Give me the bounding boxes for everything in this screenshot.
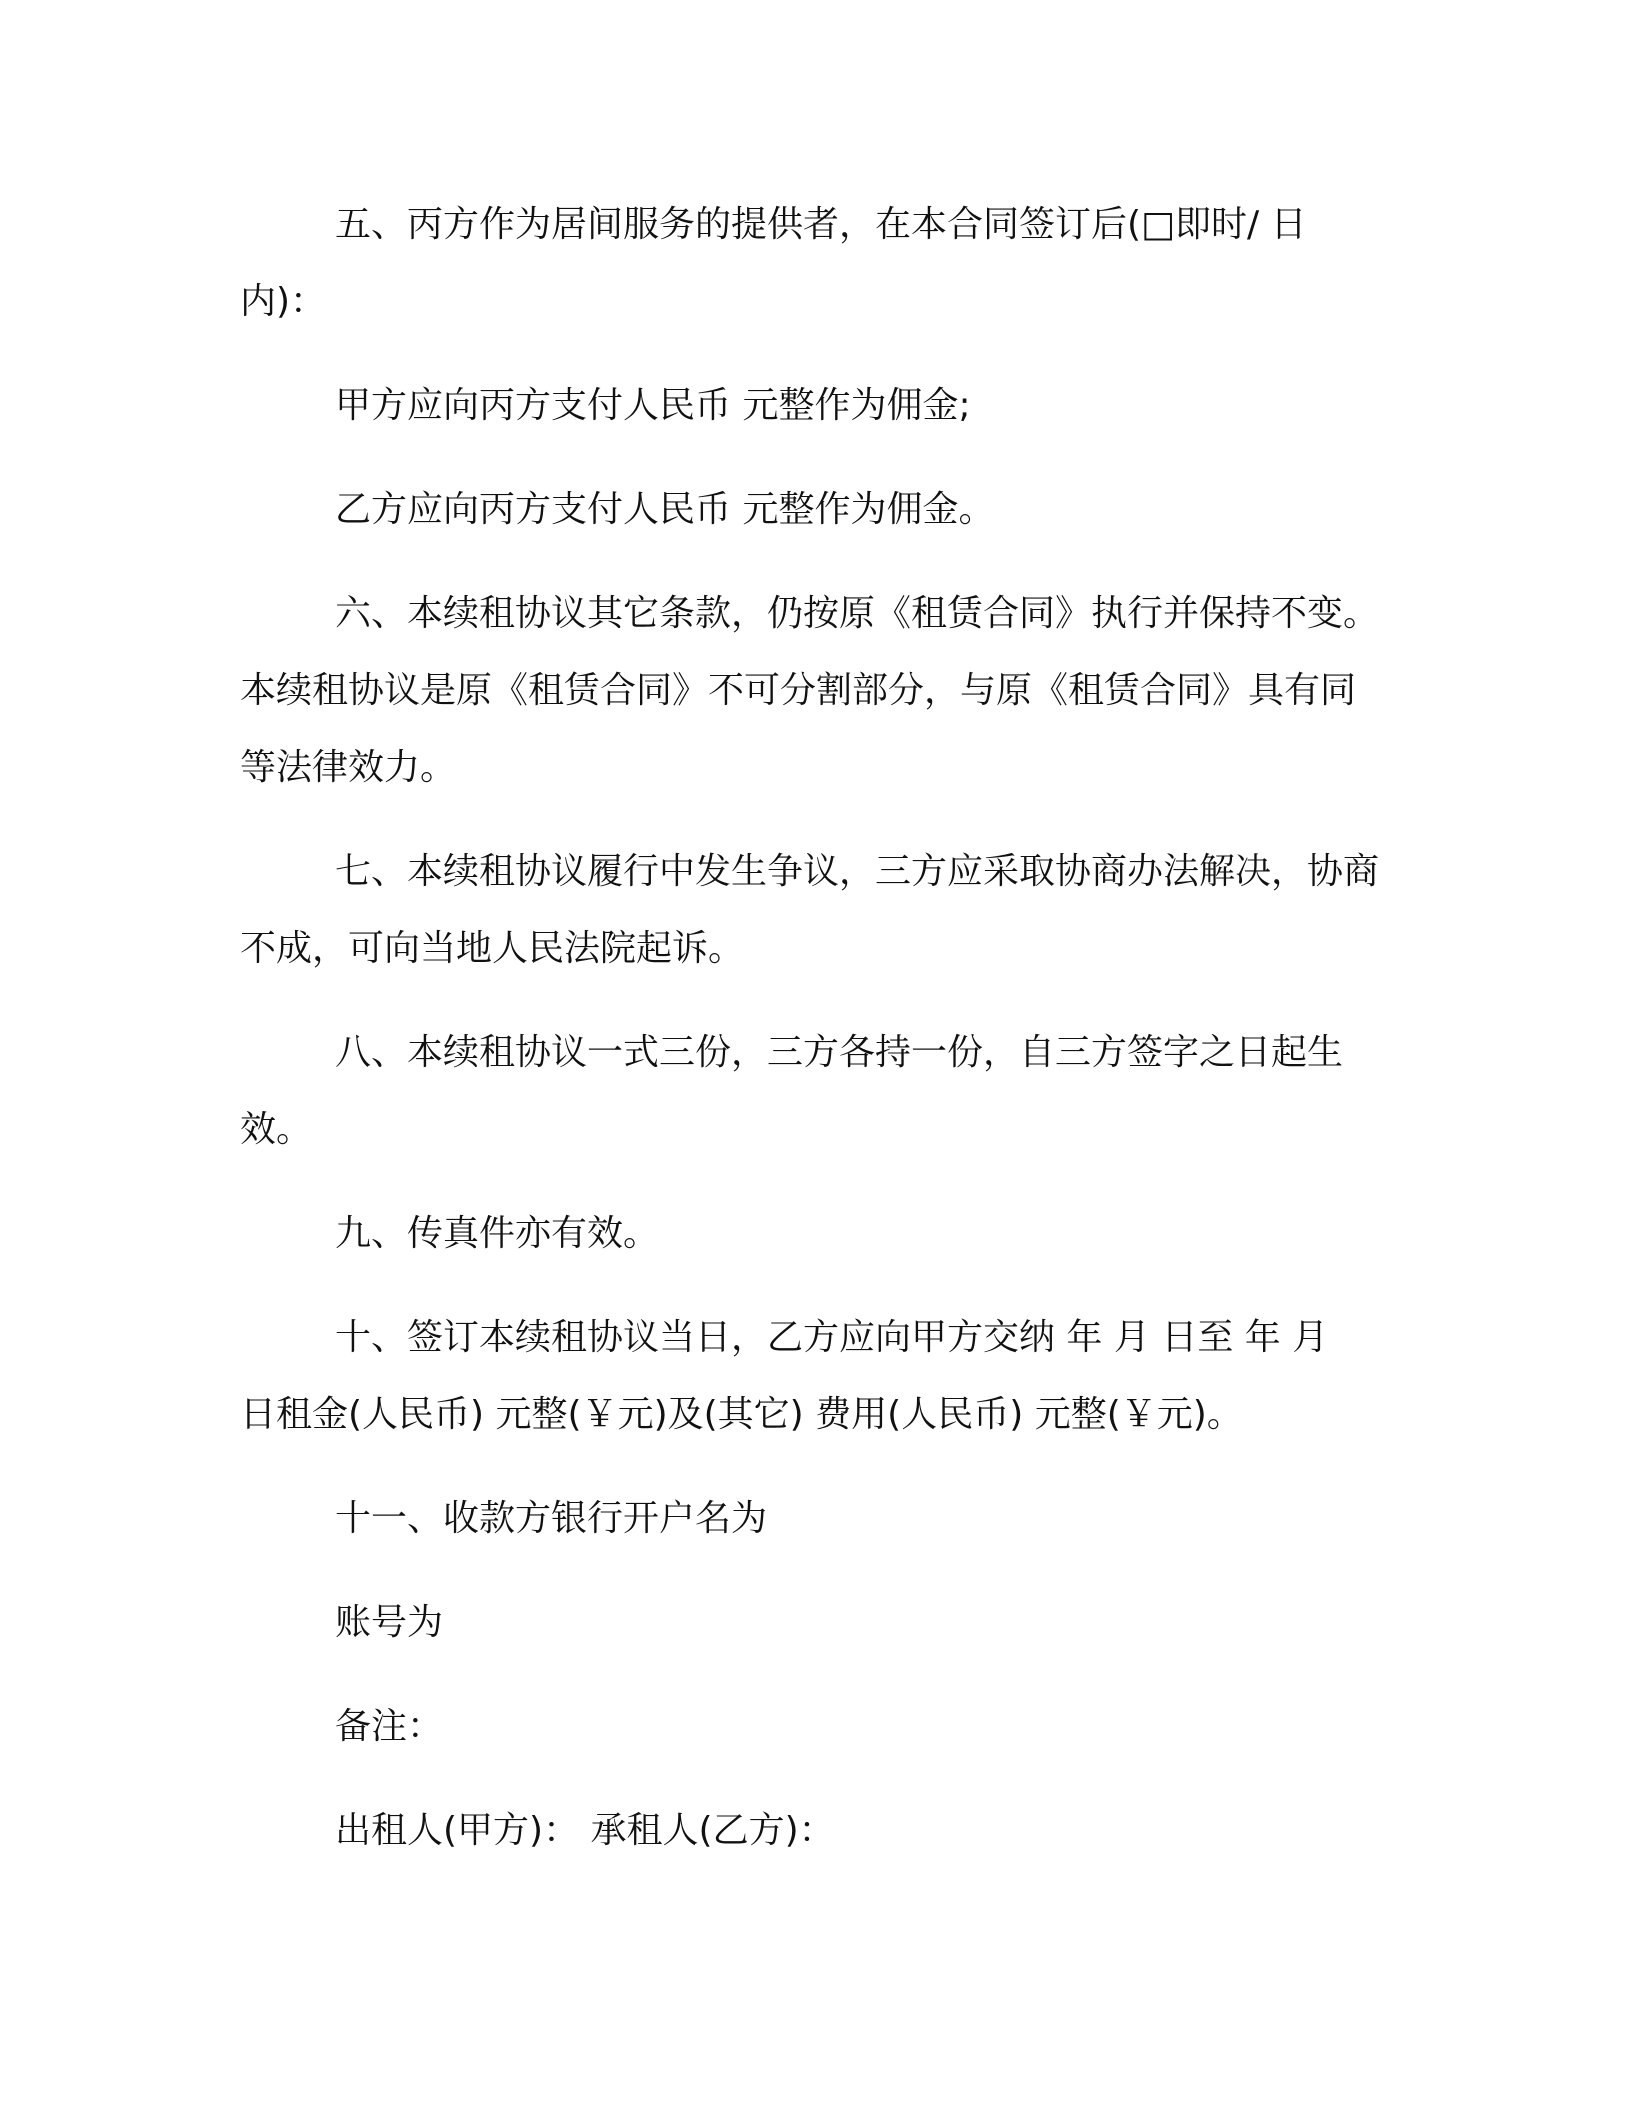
clause-5-party-b: 乙方应向丙方支付人民币 元整作为佣金。 xyxy=(335,489,995,530)
clause-10: 十、签订本续租协议当日，乙方应向甲方交纳 年 月 日至 年 月 日租金(人民币) 元整(￥元)及(其它) 费用(人民币) 元整(￥元)。 xyxy=(240,1317,1329,1435)
signatures: 出租人(甲方)： 承租人(乙方)： xyxy=(335,1810,835,1851)
clause-5-party-a: 甲方应向丙方支付人民币 元整作为佣金; xyxy=(335,385,971,426)
clause-11-account-name: 十一、收款方银行开户名为 xyxy=(335,1498,768,1539)
clause-7: 七、本续租协议履行中发生争议，三方应采取协商办法解决，协商不成，可向当地人民法院起诉。 xyxy=(240,851,1380,969)
clause-9: 九、传真件亦有效。 xyxy=(335,1213,660,1254)
clause-8: 八、本续租协议一式三份，三方各持一份，自三方签字之日起生效。 xyxy=(240,1032,1344,1150)
clause-5: 五、丙方作为居间服务的提供者，在本合同签订后(□即时/ 日内)： xyxy=(240,204,1307,322)
document-body xyxy=(240,186,1390,1869)
clause-6: 六、本续租协议其它条款，仍按原《租赁合同》执行并保持不变。本续租协议是原《租赁合同》不可分割部分，与原《租赁合同》具有同等法律效力。 xyxy=(240,593,1380,788)
account-number: 账号为 xyxy=(335,1602,444,1643)
remarks: 备注： xyxy=(335,1706,444,1747)
